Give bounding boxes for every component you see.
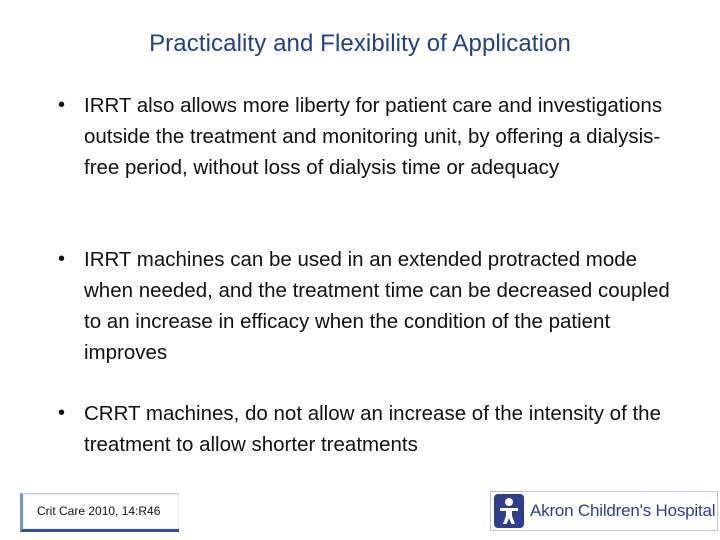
bullet-dot: • bbox=[58, 94, 66, 116]
hospital-name: Akron Children's Hospital bbox=[530, 501, 716, 520]
hospital-logo bbox=[490, 491, 718, 531]
bullet-text: IRRT also allows more liberty for patient care and investigations outside the treatment and monitoring unit, by offering a dialysis-free period, without loss of dialysis time or adequacy bbox=[84, 94, 663, 179]
citation-box bbox=[20, 493, 179, 532]
bullet-item bbox=[58, 398, 688, 460]
bullet-text: CRRT machines, do not allow an increase of the intensity of the treatment to allow shorter treatments bbox=[84, 402, 661, 456]
slide-title: Practicality and Flexibility of Application bbox=[149, 30, 571, 57]
bullet-dot: • bbox=[58, 402, 66, 424]
child-figure-logo-icon bbox=[494, 494, 524, 528]
bullet-item bbox=[58, 244, 688, 368]
bullet-dot: • bbox=[58, 248, 66, 270]
citation-text: Crit Care 2010, 14:R46 bbox=[37, 504, 161, 518]
bullet-item bbox=[58, 90, 688, 183]
bullet-text: IRRT machines can be used in an extended protracted mode when needed, and the treatment time can be decreased coupled to an increase in efficacy when the condition of the patient improves bbox=[84, 248, 670, 364]
